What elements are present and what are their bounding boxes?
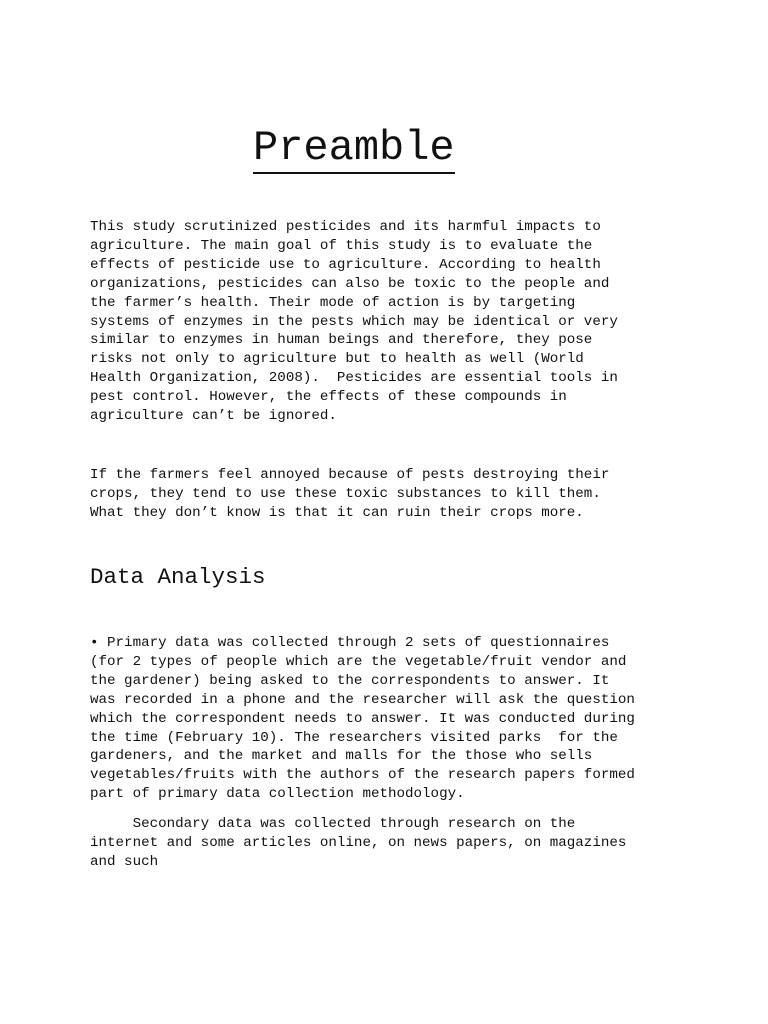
section-heading-data-analysis: Data Analysis xyxy=(90,564,266,590)
primary-data-paragraph: • Primary data was collected through 2 sets of questionnaires (for 2 types of people which are the vegetable/fruit vendor and the gardener) being asked to the correspondents to answer. It was recorded in a phone and the researcher will ask the question which the correspondent needs to answer. It was conducted during the time (February 10). The researchers visited parks for the gardeners, and the market and malls for the those who sells vegetables/fruits with the authors of the research papers formed part of primary data collection methodology. xyxy=(90,635,635,803)
intro-paragraph: This study scrutinized pesticides and its harmful impacts to agriculture. The main goal of this study is to evaluate the effects of pesticide use to agriculture. According to health organizations, pesticides can also be toxic to the people and the farmer’s health. Their mode of action is by targeting systems of enzymes in the pests which may be identical or very similar to enzymes in human beings and therefore, they pose risks not only to agriculture but to health as well (World Health Organization, 2008). Pesticides are essential tools in pest control. However, the effects of these compounds in agriculture can’t be ignored. xyxy=(90,219,618,425)
second-paragraph: If the farmers feel annoyed because of pests destroying their crops, they tend to use these toxic substances to kill them. What they don’t know is that it can ruin their crops more. xyxy=(90,467,610,521)
page-title: Preamble xyxy=(253,124,455,172)
secondary-data-paragraph: Secondary data was collected through research on the internet and some articles online, on news papers, on magazines and such xyxy=(90,816,627,870)
